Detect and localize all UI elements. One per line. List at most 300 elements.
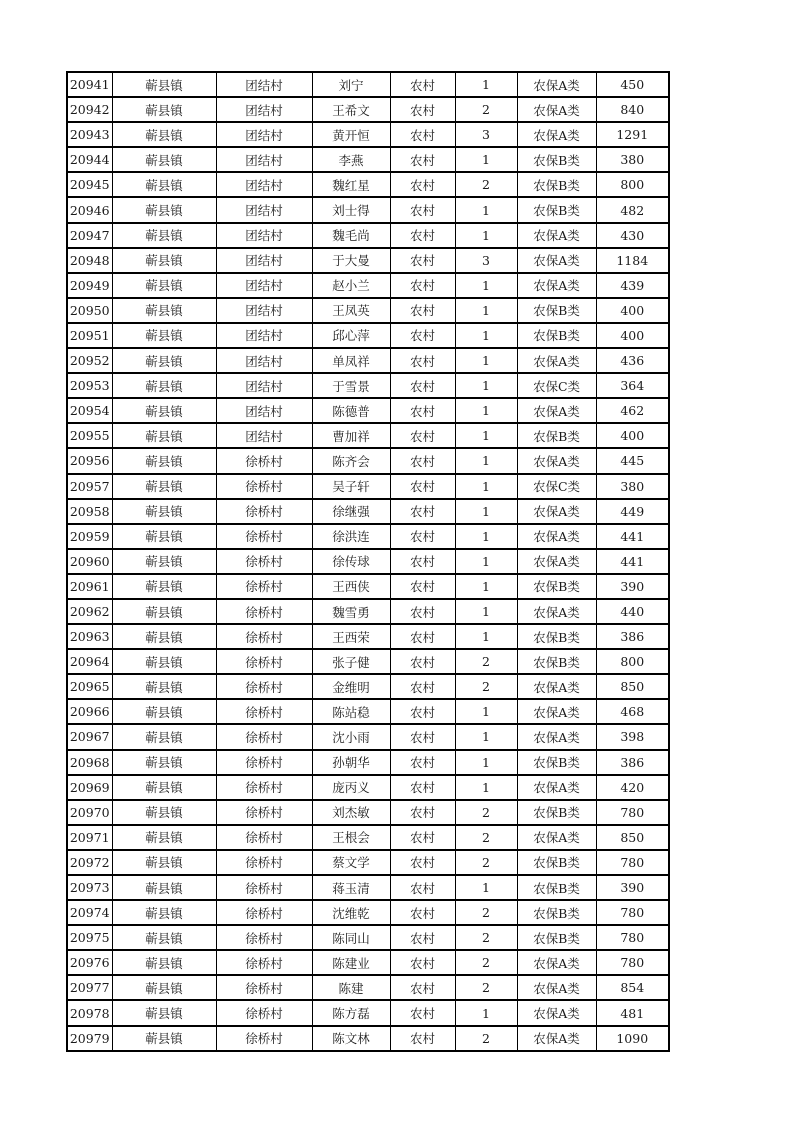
cell-person-name: 于大曼: [312, 248, 390, 273]
cell-person-count: 2: [455, 172, 517, 197]
cell-town: 蕲县镇: [112, 750, 216, 775]
table-row: [67, 674, 669, 699]
cell-insurance-category: 农保B类: [517, 423, 596, 448]
cell-insurance-category: 农保A类: [517, 499, 596, 524]
cell-household-type: 农村: [390, 348, 455, 373]
cell-household-type: 农村: [390, 373, 455, 398]
cell-serial-number: 20955: [67, 423, 112, 448]
cell-town: 蕲县镇: [112, 323, 216, 348]
cell-insurance-category: 农保B类: [517, 172, 596, 197]
cell-person-name: 王凤英: [312, 298, 390, 323]
cell-town: 蕲县镇: [112, 524, 216, 549]
cell-insurance-category: 农保B类: [517, 298, 596, 323]
cell-person-count: 1: [455, 599, 517, 624]
cell-person-count: 2: [455, 850, 517, 875]
cell-serial-number: 20950: [67, 298, 112, 323]
cell-household-type: 农村: [390, 624, 455, 649]
cell-person-count: 1: [455, 474, 517, 499]
cell-serial-number: 20967: [67, 724, 112, 749]
cell-serial-number: 20953: [67, 373, 112, 398]
cell-person-count: 1: [455, 549, 517, 574]
cell-person-name: 魏毛尚: [312, 223, 390, 248]
cell-person-count: 1: [455, 775, 517, 800]
cell-amount: 854: [596, 975, 669, 1000]
table-row: [67, 850, 669, 875]
cell-insurance-category: 农保B类: [517, 875, 596, 900]
cell-amount: 850: [596, 674, 669, 699]
cell-amount: 468: [596, 699, 669, 724]
cell-person-name: 陈齐会: [312, 448, 390, 473]
cell-household-type: 农村: [390, 122, 455, 147]
cell-amount: 800: [596, 649, 669, 674]
cell-person-count: 1: [455, 750, 517, 775]
cell-town: 蕲县镇: [112, 775, 216, 800]
cell-serial-number: 20958: [67, 499, 112, 524]
cell-person-name: 陈同山: [312, 925, 390, 950]
cell-amount: 390: [596, 875, 669, 900]
cell-person-name: 陈方磊: [312, 1000, 390, 1025]
cell-insurance-category: 农保B类: [517, 925, 596, 950]
cell-village: 徐桥村: [216, 900, 312, 925]
table-row: [67, 699, 669, 724]
cell-person-count: 2: [455, 900, 517, 925]
cell-town: 蕲县镇: [112, 724, 216, 749]
cell-insurance-category: 农保A类: [517, 398, 596, 423]
cell-person-name: 徐继强: [312, 499, 390, 524]
cell-town: 蕲县镇: [112, 448, 216, 473]
cell-amount: 439: [596, 273, 669, 298]
cell-person-count: 1: [455, 524, 517, 549]
cell-town: 蕲县镇: [112, 599, 216, 624]
cell-household-type: 农村: [390, 197, 455, 222]
cell-person-name: 金维明: [312, 674, 390, 699]
cell-insurance-category: 农保B类: [517, 323, 596, 348]
cell-person-name: 邱心萍: [312, 323, 390, 348]
cell-household-type: 农村: [390, 599, 455, 624]
cell-town: 蕲县镇: [112, 298, 216, 323]
table-row: [67, 273, 669, 298]
cell-household-type: 农村: [390, 323, 455, 348]
cell-person-name: 陈建业: [312, 950, 390, 975]
table-row: [67, 750, 669, 775]
cell-amount: 364: [596, 373, 669, 398]
cell-amount: 482: [596, 197, 669, 222]
cell-town: 蕲县镇: [112, 172, 216, 197]
cell-amount: 800: [596, 172, 669, 197]
cell-person-name: 蔡文学: [312, 850, 390, 875]
cell-amount: 462: [596, 398, 669, 423]
table-row: [67, 624, 669, 649]
cell-insurance-category: 农保A类: [517, 448, 596, 473]
cell-person-name: 单凤祥: [312, 348, 390, 373]
cell-serial-number: 20946: [67, 197, 112, 222]
cell-household-type: 农村: [390, 649, 455, 674]
cell-town: 蕲县镇: [112, 850, 216, 875]
cell-insurance-category: 农保A类: [517, 950, 596, 975]
cell-village: 徐桥村: [216, 950, 312, 975]
table-row: [67, 398, 669, 423]
cell-amount: 1291: [596, 122, 669, 147]
cell-household-type: 农村: [390, 1000, 455, 1025]
cell-amount: 780: [596, 800, 669, 825]
cell-village: 徐桥村: [216, 875, 312, 900]
cell-village: 徐桥村: [216, 499, 312, 524]
table-row: [67, 448, 669, 473]
table-row: [67, 925, 669, 950]
cell-insurance-category: 农保A类: [517, 348, 596, 373]
cell-insurance-category: 农保A类: [517, 674, 596, 699]
cell-amount: 441: [596, 549, 669, 574]
cell-serial-number: 20971: [67, 825, 112, 850]
cell-insurance-category: 农保B类: [517, 900, 596, 925]
cell-serial-number: 20960: [67, 549, 112, 574]
cell-insurance-category: 农保A类: [517, 97, 596, 122]
cell-town: 蕲县镇: [112, 925, 216, 950]
cell-household-type: 农村: [390, 448, 455, 473]
cell-town: 蕲县镇: [112, 624, 216, 649]
cell-household-type: 农村: [390, 398, 455, 423]
cell-person-name: 沈小雨: [312, 724, 390, 749]
table-row: [67, 524, 669, 549]
cell-town: 蕲县镇: [112, 574, 216, 599]
cell-serial-number: 20942: [67, 97, 112, 122]
cell-village: 徐桥村: [216, 724, 312, 749]
cell-village: 徐桥村: [216, 549, 312, 574]
cell-serial-number: 20979: [67, 1026, 112, 1051]
cell-serial-number: 20962: [67, 599, 112, 624]
cell-town: 蕲县镇: [112, 122, 216, 147]
table-row: [67, 172, 669, 197]
cell-town: 蕲县镇: [112, 97, 216, 122]
cell-person-count: 3: [455, 122, 517, 147]
cell-household-type: 农村: [390, 72, 455, 97]
cell-amount: 398: [596, 724, 669, 749]
cell-household-type: 农村: [390, 950, 455, 975]
cell-amount: 850: [596, 825, 669, 850]
cell-insurance-category: 农保B类: [517, 750, 596, 775]
cell-town: 蕲县镇: [112, 197, 216, 222]
cell-town: 蕲县镇: [112, 674, 216, 699]
cell-village: 徐桥村: [216, 975, 312, 1000]
table-row: [67, 1000, 669, 1025]
cell-amount: 780: [596, 950, 669, 975]
cell-person-name: 王西荣: [312, 624, 390, 649]
cell-town: 蕲县镇: [112, 1026, 216, 1051]
cell-insurance-category: 农保A类: [517, 775, 596, 800]
cell-serial-number: 20963: [67, 624, 112, 649]
cell-person-count: 1: [455, 724, 517, 749]
cell-person-name: 于雪景: [312, 373, 390, 398]
cell-person-count: 1: [455, 323, 517, 348]
cell-household-type: 农村: [390, 172, 455, 197]
cell-household-type: 农村: [390, 1026, 455, 1051]
cell-town: 蕲县镇: [112, 398, 216, 423]
cell-person-name: 陈站稳: [312, 699, 390, 724]
cell-town: 蕲县镇: [112, 900, 216, 925]
cell-person-count: 1: [455, 448, 517, 473]
cell-amount: 430: [596, 223, 669, 248]
cell-serial-number: 20945: [67, 172, 112, 197]
cell-household-type: 农村: [390, 699, 455, 724]
cell-household-type: 农村: [390, 298, 455, 323]
cell-amount: 780: [596, 900, 669, 925]
cell-amount: 400: [596, 323, 669, 348]
table-row: [67, 423, 669, 448]
cell-serial-number: 20970: [67, 800, 112, 825]
cell-insurance-category: 农保B类: [517, 574, 596, 599]
cell-person-name: 沈维乾: [312, 900, 390, 925]
cell-person-count: 1: [455, 348, 517, 373]
cell-town: 蕲县镇: [112, 348, 216, 373]
cell-village: 团结村: [216, 122, 312, 147]
cell-town: 蕲县镇: [112, 474, 216, 499]
table-row: [67, 147, 669, 172]
cell-household-type: 农村: [390, 850, 455, 875]
cell-amount: 390: [596, 574, 669, 599]
cell-person-name: 王希文: [312, 97, 390, 122]
cell-town: 蕲县镇: [112, 373, 216, 398]
cell-person-count: 1: [455, 699, 517, 724]
cell-household-type: 农村: [390, 775, 455, 800]
cell-person-name: 黄开恒: [312, 122, 390, 147]
cell-village: 团结村: [216, 197, 312, 222]
cell-person-count: 2: [455, 649, 517, 674]
cell-person-count: 1: [455, 197, 517, 222]
cell-person-name: 李燕: [312, 147, 390, 172]
cell-serial-number: 20968: [67, 750, 112, 775]
cell-insurance-category: 农保B类: [517, 197, 596, 222]
cell-town: 蕲县镇: [112, 499, 216, 524]
cell-person-count: 2: [455, 800, 517, 825]
cell-amount: 400: [596, 298, 669, 323]
cell-serial-number: 20975: [67, 925, 112, 950]
cell-serial-number: 20964: [67, 649, 112, 674]
cell-serial-number: 20978: [67, 1000, 112, 1025]
cell-household-type: 农村: [390, 423, 455, 448]
table-row: [67, 298, 669, 323]
table-body: [67, 72, 669, 1051]
cell-person-count: 1: [455, 298, 517, 323]
cell-serial-number: 20976: [67, 950, 112, 975]
cell-person-name: 王西侠: [312, 574, 390, 599]
cell-insurance-category: 农保B类: [517, 850, 596, 875]
cell-person-count: 1: [455, 574, 517, 599]
cell-person-name: 刘宁: [312, 72, 390, 97]
cell-serial-number: 20957: [67, 474, 112, 499]
cell-town: 蕲县镇: [112, 649, 216, 674]
cell-household-type: 农村: [390, 147, 455, 172]
cell-household-type: 农村: [390, 524, 455, 549]
cell-household-type: 农村: [390, 474, 455, 499]
table-row: [67, 975, 669, 1000]
cell-village: 徐桥村: [216, 699, 312, 724]
cell-village: 徐桥村: [216, 850, 312, 875]
cell-village: 团结村: [216, 423, 312, 448]
cell-serial-number: 20965: [67, 674, 112, 699]
cell-household-type: 农村: [390, 875, 455, 900]
cell-town: 蕲县镇: [112, 950, 216, 975]
table-row: [67, 775, 669, 800]
cell-amount: 481: [596, 1000, 669, 1025]
cell-town: 蕲县镇: [112, 72, 216, 97]
cell-household-type: 农村: [390, 97, 455, 122]
table-row: [67, 574, 669, 599]
table-row: [67, 97, 669, 122]
table-row: [67, 474, 669, 499]
cell-village: 徐桥村: [216, 524, 312, 549]
cell-insurance-category: 农保A类: [517, 72, 596, 97]
cell-serial-number: 20977: [67, 975, 112, 1000]
cell-insurance-category: 农保A类: [517, 549, 596, 574]
cell-amount: 780: [596, 925, 669, 950]
cell-village: 徐桥村: [216, 474, 312, 499]
cell-town: 蕲县镇: [112, 248, 216, 273]
cell-serial-number: 20969: [67, 775, 112, 800]
cell-village: 徐桥村: [216, 674, 312, 699]
cell-village: 徐桥村: [216, 775, 312, 800]
cell-household-type: 农村: [390, 273, 455, 298]
cell-person-name: 魏雪勇: [312, 599, 390, 624]
cell-insurance-category: 农保A类: [517, 122, 596, 147]
cell-serial-number: 20974: [67, 900, 112, 925]
cell-person-name: 曹加祥: [312, 423, 390, 448]
cell-village: 徐桥村: [216, 624, 312, 649]
cell-person-name: 陈建: [312, 975, 390, 1000]
table-row: [67, 373, 669, 398]
cell-village: 团结村: [216, 273, 312, 298]
cell-village: 团结村: [216, 97, 312, 122]
cell-village: 徐桥村: [216, 825, 312, 850]
cell-serial-number: 20972: [67, 850, 112, 875]
cell-town: 蕲县镇: [112, 800, 216, 825]
cell-town: 蕲县镇: [112, 825, 216, 850]
cell-serial-number: 20941: [67, 72, 112, 97]
cell-person-name: 魏红星: [312, 172, 390, 197]
cell-person-name: 庞丙义: [312, 775, 390, 800]
cell-village: 团结村: [216, 298, 312, 323]
table-row: [67, 122, 669, 147]
cell-village: 徐桥村: [216, 750, 312, 775]
cell-serial-number: 20952: [67, 348, 112, 373]
cell-serial-number: 20951: [67, 323, 112, 348]
cell-person-count: 1: [455, 1000, 517, 1025]
cell-village: 团结村: [216, 147, 312, 172]
cell-amount: 380: [596, 474, 669, 499]
cell-village: 徐桥村: [216, 1000, 312, 1025]
cell-person-count: 1: [455, 499, 517, 524]
cell-insurance-category: 农保B类: [517, 624, 596, 649]
cell-insurance-category: 农保A类: [517, 248, 596, 273]
cell-amount: 380: [596, 147, 669, 172]
table-row: [67, 1026, 669, 1051]
cell-person-name: 陈德普: [312, 398, 390, 423]
cell-town: 蕲县镇: [112, 423, 216, 448]
cell-amount: 436: [596, 348, 669, 373]
cell-serial-number: 20956: [67, 448, 112, 473]
cell-serial-number: 20954: [67, 398, 112, 423]
table-row: [67, 197, 669, 222]
cell-town: 蕲县镇: [112, 1000, 216, 1025]
cell-insurance-category: 农保A类: [517, 599, 596, 624]
cell-village: 团结村: [216, 172, 312, 197]
cell-insurance-category: 农保C类: [517, 474, 596, 499]
table-row: [67, 950, 669, 975]
table-row: [67, 549, 669, 574]
cell-amount: 445: [596, 448, 669, 473]
cell-town: 蕲县镇: [112, 875, 216, 900]
cell-insurance-category: 农保A类: [517, 825, 596, 850]
cell-person-count: 1: [455, 423, 517, 448]
cell-household-type: 农村: [390, 549, 455, 574]
table-row: [67, 599, 669, 624]
cell-amount: 1090: [596, 1026, 669, 1051]
cell-person-name: 徐传球: [312, 549, 390, 574]
cell-household-type: 农村: [390, 223, 455, 248]
cell-household-type: 农村: [390, 975, 455, 1000]
table-row: [67, 649, 669, 674]
cell-amount: 386: [596, 750, 669, 775]
cell-person-name: 吴子轩: [312, 474, 390, 499]
cell-household-type: 农村: [390, 900, 455, 925]
cell-person-count: 2: [455, 950, 517, 975]
cell-insurance-category: 农保A类: [517, 1000, 596, 1025]
cell-household-type: 农村: [390, 248, 455, 273]
table-row: [67, 499, 669, 524]
cell-insurance-category: 农保B类: [517, 147, 596, 172]
cell-household-type: 农村: [390, 574, 455, 599]
cell-person-name: 刘士得: [312, 197, 390, 222]
cell-village: 团结村: [216, 373, 312, 398]
cell-town: 蕲县镇: [112, 549, 216, 574]
cell-serial-number: 20973: [67, 875, 112, 900]
cell-person-count: 1: [455, 147, 517, 172]
table-row: [67, 248, 669, 273]
cell-amount: 420: [596, 775, 669, 800]
table-row: [67, 223, 669, 248]
cell-amount: 1184: [596, 248, 669, 273]
cell-town: 蕲县镇: [112, 273, 216, 298]
cell-person-count: 2: [455, 975, 517, 1000]
cell-insurance-category: 农保A类: [517, 223, 596, 248]
cell-town: 蕲县镇: [112, 147, 216, 172]
cell-person-name: 赵小兰: [312, 273, 390, 298]
cell-person-name: 张子健: [312, 649, 390, 674]
cell-person-count: 2: [455, 1026, 517, 1051]
cell-village: 徐桥村: [216, 574, 312, 599]
cell-household-type: 农村: [390, 800, 455, 825]
cell-person-name: 陈文林: [312, 1026, 390, 1051]
cell-amount: 386: [596, 624, 669, 649]
cell-person-count: 1: [455, 875, 517, 900]
cell-serial-number: 20948: [67, 248, 112, 273]
cell-insurance-category: 农保A类: [517, 273, 596, 298]
cell-person-count: 2: [455, 97, 517, 122]
cell-insurance-category: 农保A类: [517, 724, 596, 749]
cell-insurance-category: 农保A类: [517, 975, 596, 1000]
cell-household-type: 农村: [390, 925, 455, 950]
cell-person-count: 1: [455, 373, 517, 398]
table-row: [67, 323, 669, 348]
cell-household-type: 农村: [390, 499, 455, 524]
cell-person-count: 1: [455, 624, 517, 649]
cell-insurance-category: 农保A类: [517, 1026, 596, 1051]
cell-person-count: 1: [455, 398, 517, 423]
cell-person-count: 2: [455, 674, 517, 699]
cell-village: 徐桥村: [216, 599, 312, 624]
table-row: [67, 825, 669, 850]
cell-village: 团结村: [216, 398, 312, 423]
cell-town: 蕲县镇: [112, 223, 216, 248]
